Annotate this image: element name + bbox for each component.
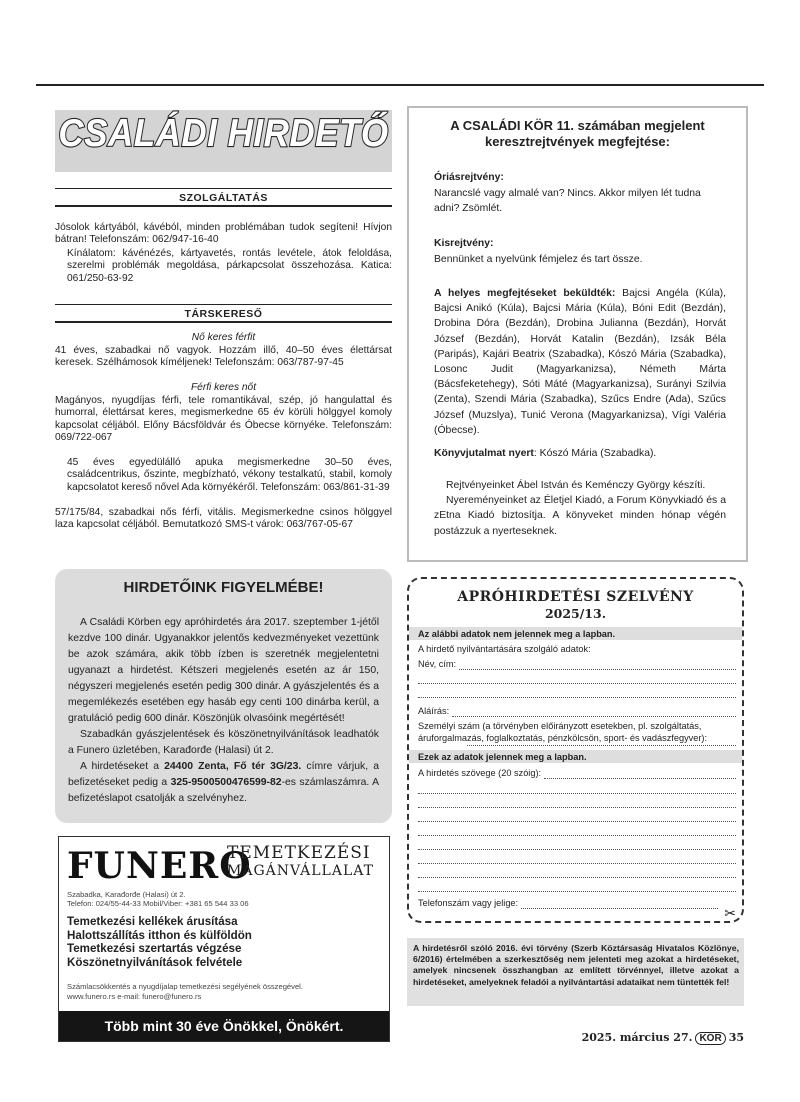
classified-ad-coupon [407, 577, 744, 923]
ad-text-line[interactable] [418, 835, 736, 850]
ad-woman-41: 41 éves, szabadkai nő vagyok. Hozzám illő, 40–50 éves élettársat keresek. Szélhámosok kíméljenek! Telefonszám: 063/787-97-45 [55, 345, 392, 369]
correct-senders: A helyes megfejtéseket beküldték: Bajcsi Angéla (Kúla), Bajcsi Anikó (Kúla), Bajcsi Mária (Kúla), Bóni Edit (Bezdán), Drobina Dóra (Bezdán), Drobina Julianna (Bezdán), Horvát József (Bezdán), Horvát Katalin (Bezdán), Izsák Béla (Paripás), Kajári Beatrix (Szabadka), Kószó Mária (Szabadka), Losonc Judit (Magyarkanizsa), Németh Márta (Bácsfeketehegy), Sóti Máté (Magyarkanizsa), Surányi Szilvia (Zenta), Szendi Mária (Szabadka), Szűcs Endre (Ada), Szűcs József (Muzslya), Tunić Verona (Magyarkanizsa), Vígi Valéria (Óbecse). [434, 288, 726, 436]
ad-text-label: A hirdetés szövege (20 szóig): [418, 768, 542, 778]
ad-father-45: 45 éves egyedülálló apuka megismerkedne 30–50 éves, családcentrikus, őszinte, megbízható, vékony testalkatú, stabil, komoly kapcsolatot kereső nővel Ada környékéről. Telefonszám: 063/861-31-39 [67, 457, 392, 493]
coupon-title: APRÓHIRDETÉSI SZELVÉNY [457, 589, 694, 605]
funero-slogan-bar: Több mint 30 éve Önökkel, Önökért. [59, 1011, 389, 1041]
ad-text-line[interactable] [418, 821, 736, 836]
signature-field[interactable] [452, 705, 736, 717]
funero-tagline-2: MAGÁNVÁLLALAT [227, 863, 374, 879]
signature-label: Aláírás: [418, 706, 450, 716]
name-address-line-3[interactable] [418, 683, 736, 698]
funero-tagline-1: TEMETKEZÉSI [227, 843, 371, 863]
funero-services [67, 915, 252, 969]
ad-katica: Kínálatom: kávénézés, kártyavetés, rontás levétele, átok feloldása, szerelmi problémák megoldása, párkapcsolat összehozása. Katica: 061/250-63-92 [67, 248, 392, 284]
notice-zenta-address: 24400 Zenta, Fő tér 3G/23. [164, 761, 302, 772]
subheading-woman-seeks-man: Nő keres férfit [191, 332, 256, 343]
section-title-banner [55, 110, 392, 172]
law-notice-box [407, 938, 744, 1006]
ad-text-line[interactable] [418, 863, 736, 878]
funero-contact: Szabadka, Karađorđe (Halasi) út 2. Telefon: 024/55-44-33 Mobil/Viber: +381 65 544 33 06 [67, 890, 249, 908]
notice-funero: Szabadkán gyászjelentések és köszönetnyilvánítások leadhatók a Funero üzletében, Karađorđe (Halasi) út 2. [68, 729, 379, 756]
notice-address: A hirdetéseket a 24400 Zenta, Fő tér 3G/23. címre várjuk, a befizetéseket pedig a 325-9500500476599-82-es számlaszámra. A befizetéslapot csatolják a szelvényhez. [68, 761, 379, 804]
service-item: Halottszállítás itthon és külföldön [67, 928, 252, 942]
kor-logo: KÖR [695, 1032, 725, 1045]
name-address-label: Név, cím: [418, 659, 457, 669]
crossword-solutions-box [407, 106, 748, 562]
ad-text-field[interactable] [544, 767, 736, 779]
service-item: Temetkezési szertartás végzése [67, 942, 242, 955]
book-prize-winner: Könyvjutalmat nyert: Kószó Mária (Szabadka). [434, 448, 657, 459]
phone-field[interactable] [521, 897, 718, 909]
small-crossword-label: Kisrejtvény: [434, 238, 494, 249]
service-item: Köszönetnyilvánítások felvétele [67, 955, 243, 969]
heading-szolgaltatas: SZOLGÁLTATÁS [55, 192, 392, 207]
phone-label: Telefonszám vagy jelige: [418, 898, 519, 908]
ad-text-line[interactable] [418, 793, 736, 808]
law-notice-text: A hirdetésről szóló 2016. évi törvény (Szerb Köztársaság Hivatalos Közlönye, 6/2016) értelmében a szerkesztőség nem jelenteti meg azokat a hirdetéseket, amelyek nincsenek összhangban az említett törvénnyel, illetve azokat a hirdetéseket, amelyeknek feladói a nyilvántartási adataikat nem tüntették fel! [413, 943, 739, 987]
funero-advertisement [58, 836, 390, 1042]
notice-body [68, 615, 379, 807]
notice-heading: HIRDETŐINK FIGYELMÉBE! [123, 579, 324, 596]
ad-man-57: 57/175/84, szabadkai nős férfi, vitális. Megismerkedne csinos hölggyel laza kapcsolat céljából. Bemutatkozó SMS-t várok: 063/767-05-67 [55, 507, 392, 531]
issue-date: 2025. március 27. [581, 1031, 693, 1044]
page-title: CSALÁDI HIRDETŐ [58, 112, 389, 155]
notice-account-number: 325-9500500476599-82 [170, 777, 282, 788]
page-number: 35 [728, 1031, 744, 1044]
ad-text-line[interactable] [418, 849, 736, 864]
big-crossword-label: Óriásrejtvény: [434, 172, 504, 183]
not-published-note: Az alábbi adatok nem jelennek meg a lapban. [418, 629, 616, 639]
coupon-number: 2025/13. [544, 606, 607, 621]
solutions-credits: Rejtvényeinket Ábel István és Keménczy György készíti. Nyereményeinket az Életjel Kiadó, a Forum Könyvkiadó és a zEtna Kiadó biztosítja. A könyveket minden hónap végén postázzuk a nyerteseknek. [434, 480, 726, 537]
page-footer [582, 1031, 744, 1045]
ad-text-line[interactable] [418, 779, 736, 794]
funero-footer-info: Számlacsökkentés a nyugdíjalap temetkezési segélyének összegével. www.funero.rs e-mail: funero@funero.rs [67, 982, 303, 1001]
subheading-man-seeks-woman: Férfi keres nőt [190, 382, 257, 393]
service-item: Temetkezési kellékek árusítása [67, 915, 238, 928]
published-note: Ezek az adatok jelennek meg a lapban. [418, 752, 587, 762]
notice-pricing: A Családi Körben egy apróhirdetés ára 2017. szeptember 1-jétől kezdve 100 dinár. Ugyanakkor jelentős kedvezményeket vezettünk be azok számára, akik több ízben is szeretnék megjelentetni ugyanazt a hirdetést. Kétszeri megjelenés esetén az ár 150, négyszeri megjelenés esetén pedig 300 dinár. A gyászjelentés és a megemlékezés esetében egy hasáb egy centi 100 dinárba kerül, a gratuláció pedig 600 dinár. Köszönjük olvasóink megértését! [68, 617, 379, 724]
heading-tarskereso: TÁRSKERESŐ [55, 308, 392, 323]
top-rule [36, 84, 764, 86]
ad-text-line[interactable] [418, 877, 736, 892]
registry-label: A hirdető nyilvántartására szolgáló adatok: [418, 644, 591, 654]
small-crossword-answer: Bennünket a nyelvünk fémjelez és tart össze. [434, 254, 643, 265]
big-crossword-answer: Narancslé vagy almalé van? Nincs. Akkor milyen lét tudna adni? Zsömlét. [434, 188, 701, 215]
scissors-icon: ✂ [724, 905, 736, 921]
ad-text-line[interactable] [418, 807, 736, 822]
name-address-line-2[interactable] [418, 669, 736, 684]
personal-id-label: Személyi szám (a törvényben előirányzott esetekben, pl. szolgáltatás, áruforgalmazás, foglalkoztatás, pénzkölcsön, sport- és vadászfegyver): [418, 721, 708, 743]
notice-box [55, 569, 392, 823]
personal-id-field[interactable] [467, 735, 736, 746]
solutions-heading: A CSALÁDI KÖR 11. számában megjelent keresztrejtvények megfejtése: [450, 118, 705, 149]
ad-fortune-teller: Jósolok kártyából, kávéból, minden problémában tudok segíteni! Hívjon bátran! Telefonszám: 062/947-16-40 [55, 222, 392, 246]
funero-logo: FUNERO [67, 845, 252, 887]
ad-pensioner: Magányos, nyugdíjas férfi, tele romantikával, szép, jó hangulattal és humorral, élettársat keres, megismerkedne 65 év körüli hölggyel komoly kapcsolat céljából. Előny Bácsföldvár és Óbecse környéke. Telefonszám: 069/722-067 [55, 395, 392, 444]
